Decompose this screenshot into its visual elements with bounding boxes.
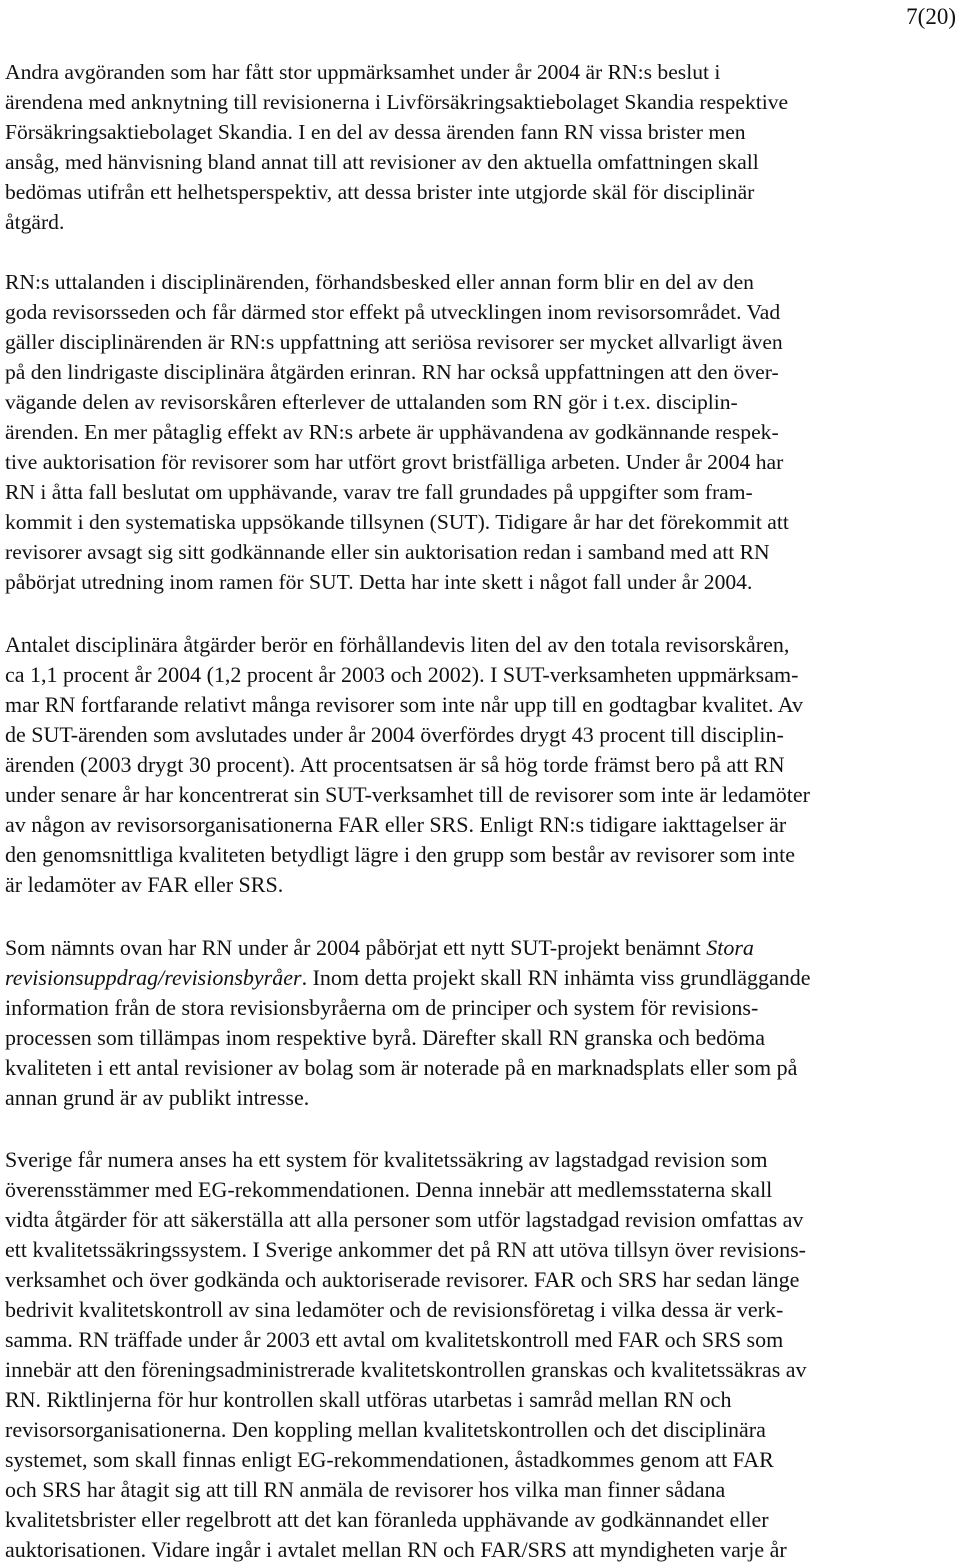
text-run: . Inom detta projekt skall RN inhämta viss grundläggande [301,965,811,990]
text-line: ärendena med anknytning till revisionerna i Livförsäkringsaktiebolaget Skandia respektive [5,90,789,114]
text-line: ett kvalitetssäkringssystem. I Sverige ankommer det på RN att utöva tillsyn över revisions- [5,1237,807,1262]
text-line: och SRS har åtagit sig att till RN anmäla de revisorer hos vilka man finner sådana [5,1477,726,1502]
text-line [5,933,957,963]
text-line: kommit i den systematiska uppsökande tillsynen (SUT). Tidigare år har det förekommit att [5,510,789,534]
paragraph-quality-assurance [5,1145,957,1565]
text-line: Andra avgöranden som har fått stor uppmärksamhet under år 2004 är RN:s beslut i [5,60,721,84]
text-line: samma. RN träffade under år 2003 ett avtal om kvalitetskontroll med FAR och SRS som [5,1327,784,1352]
text-line: verksamhet och över godkända och auktoriserade revisorer. FAR och SRS har sedan länge [5,1267,800,1292]
text-line: auktorisationen. Vidare ingår i avtalet mellan RN och FAR/SRS att myndigheten varje år [5,1537,787,1562]
paragraph-sut-project [5,933,957,1113]
text-line: kvalitetsbrister eller regelbrott att det kan föranleda upphävande av godkännandet eller [5,1507,769,1532]
text-line: under senare år har koncentrerat sin SUT-verksamhet till de revisorer som inte är ledamöter [5,782,810,807]
text-line: revisorsorganisationerna. Den koppling mellan kvalitetskontrollen och det disciplinära [5,1417,766,1442]
text-run: Som nämnts ovan har RN under år 2004 påbörjat ett nytt SUT-projekt benämnt [5,935,707,960]
paragraph-disciplinary-statistics [5,630,957,900]
text-line: vägande delen av revisorskåren efterlever de uttalanden som RN gör i t.ex. disciplin- [5,390,738,414]
text-line: ärenden. En mer påtaglig effekt av RN:s arbete är upphävandena av godkännande respek- [5,420,779,444]
text-line: på den lindrigaste disciplinära åtgärden erinran. RN har också uppfattningen att den över- [5,360,779,384]
project-name-italic: Stora [706,935,754,960]
text-line: de SUT-ärenden som avslutades under år 2004 överfördes drygt 43 procent till disciplin- [5,722,784,747]
text-line: RN i åtta fall beslutat om upphävande, varav tre fall grundades på uppgifter som fram- [5,480,753,504]
document-body [5,57,957,1565]
text-line: ca 1,1 procent år 2004 (1,2 procent år 2003 och 2002). I SUT-verksamheten uppmärksam- [5,662,799,687]
text-line: systemet, som skall finnas enligt EG-rekommendationen, åstadkommes genom att FAR [5,1447,774,1472]
text-line: Försäkringsaktiebolaget Skandia. I en del av dessa ärenden fann RN vissa brister men [5,120,746,144]
text-line: av någon av revisorsorganisationerna FAR eller SRS. Enligt RN:s tidigare iakttagelser är [5,812,787,837]
text-line: Sverige får numera anses ha ett system för kvalitetssäkring av lagstadgad revision som [5,1147,768,1172]
text-line: bedrivit kvalitetskontroll av sina ledamöter och de revisionsföretag i vilka dessa är verk- [5,1297,784,1322]
page-number: 7(20) [906,4,956,29]
text-line: Antalet disciplinära åtgärder berör en förhållandevis liten del av den totala revisorskåren, [5,632,790,657]
text-line: vidta åtgärder för att säkerställa att alla personer som utför lagstadgad revision omfattas av [5,1207,804,1232]
text-line: mar RN fortfarande relativt många revisorer som inte når upp till en godtagbar kvalitet. Av [5,692,804,717]
text-line: processen som tillämpas inom respektive byrå. Därefter skall RN granska och bedöma [5,1025,765,1050]
text-line [5,963,957,993]
text-line: är ledamöter av FAR eller SRS. [5,872,284,897]
text-line: ärenden (2003 drygt 30 procent). Att procentsatsen är så hög torde främst bero på att RN [5,752,785,777]
paragraph-skandia-decisions [5,57,957,237]
text-line: RN. Riktlinjerna för hur kontrollen skall utföras utarbetas i samråd mellan RN och [5,1387,732,1412]
text-line: revisorer avsagt sig sitt godkännande eller sin auktorisation redan i samband med att RN [5,540,770,564]
text-line: bedömas utifrån ett helhetsperspektiv, att dessa brister inte utgjorde skäl för disciplinär [5,180,755,204]
text-line: kvaliteten i ett antal revisioner av bolag som är noterade på en marknadsplats eller som på [5,1055,798,1080]
text-line: tive auktorisation för revisorer som har utfört grovt bristfälliga arbeten. Under år 2004 har [5,450,784,474]
text-line: annan grund är av publikt intresse. [5,1085,310,1110]
project-name-italic: revisionsuppdrag/revisionsbyråer [5,965,302,990]
paragraph-disciplinary-statements [5,267,957,597]
text-line: överensstämmer med EG-rekommendationen. Denna innebär att medlemsstaterna skall [5,1177,773,1202]
text-line: åtgärd. [5,210,65,234]
text-line: goda revisorsseden och får därmed stor effekt på utvecklingen inom revisorsområdet. Vad [5,300,781,324]
text-line: information från de stora revisionsbyråerna om de principer och system för revisions- [5,995,759,1020]
text-line: påbörjat utredning inom ramen för SUT. Detta har inte skett i något fall under år 2004. [5,570,753,594]
text-line: innebär att den föreningsadministrerade kvalitetskontrollen granskas och kvalitetssäkras av [5,1357,807,1382]
text-line: RN:s uttalanden i disciplinärenden, förhandsbesked eller annan form blir en del av den [5,270,754,294]
text-line: den genomsnittliga kvaliteten betydligt lägre i den grupp som består av revisorer som inte [5,842,795,867]
text-line: ansåg, med hänvisning bland annat till att revisioner av den aktuella omfattningen skall [5,150,759,174]
text-line: gäller disciplinärenden är RN:s uppfattning att seriösa revisorer ser mycket allvarligt även [5,330,783,354]
